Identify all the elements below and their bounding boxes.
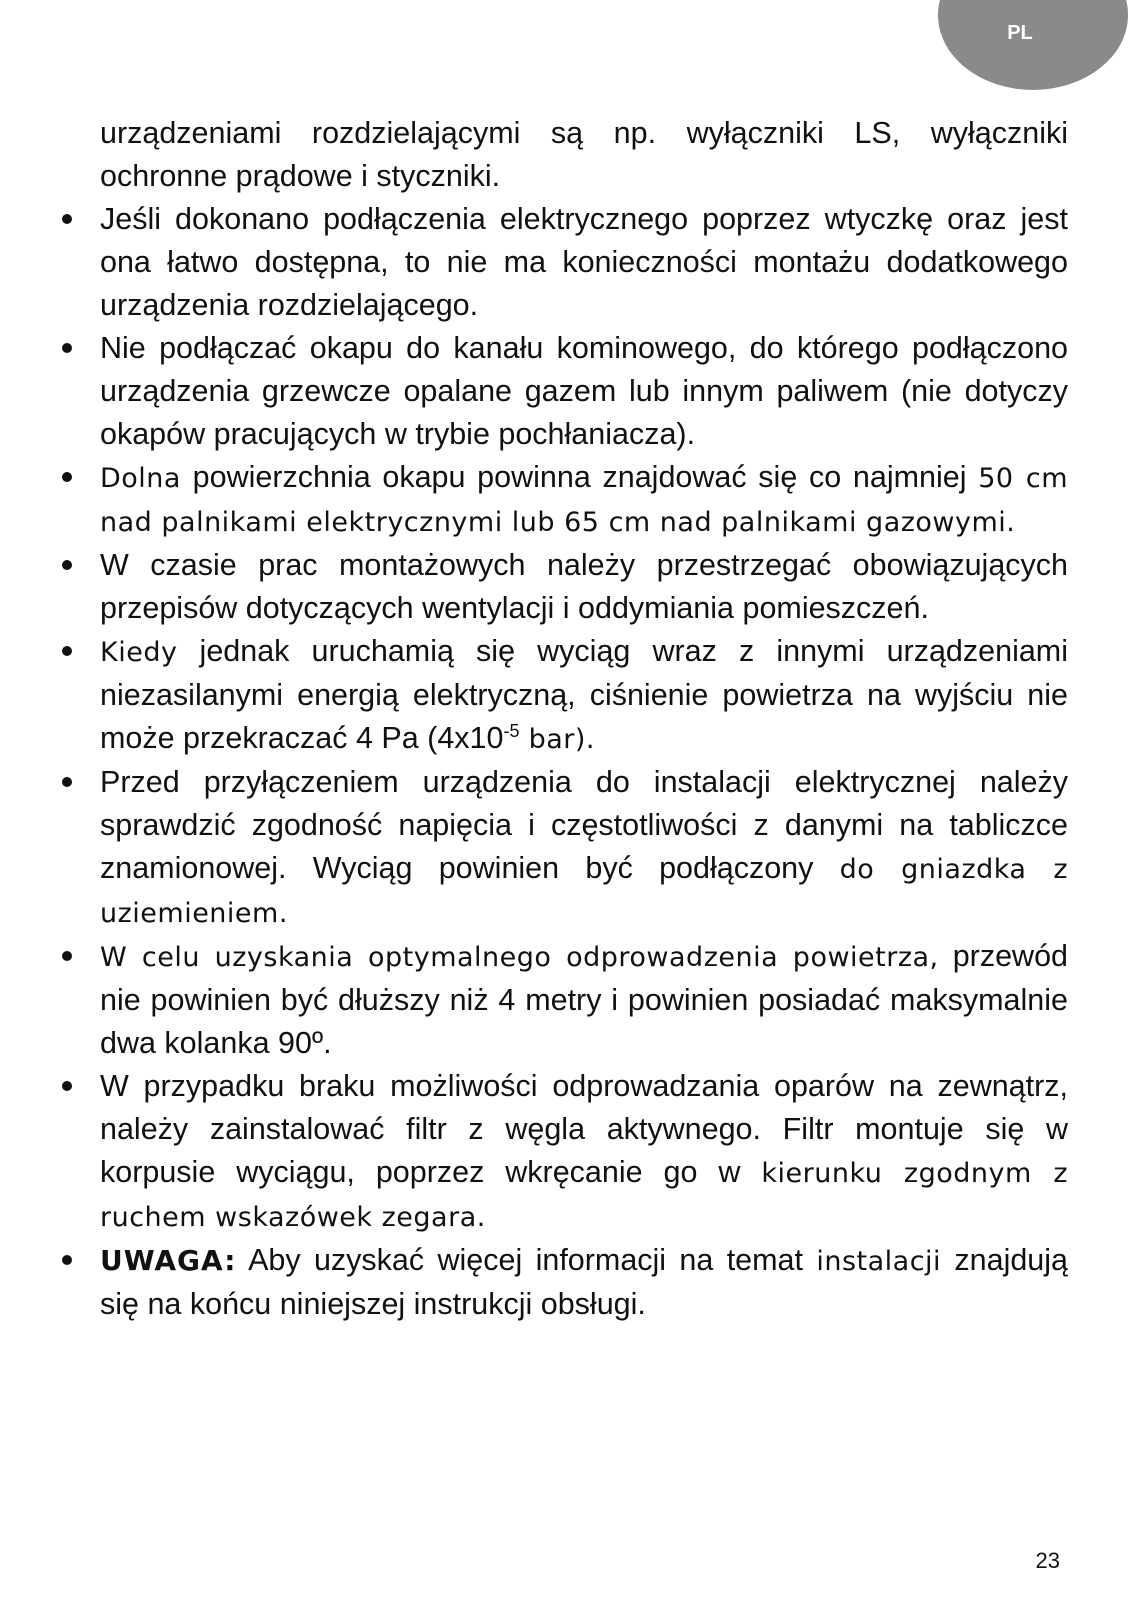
list-item: [100, 198, 1068, 327]
page-number: 23: [1035, 1548, 1060, 1573]
superscript: -5: [503, 720, 520, 741]
list-item-text: Kiedy: [100, 637, 178, 668]
list-item-text: Nie podłączać okapu do kanału kominowego, do którego podłączono urządzenia grzewcze opalane gazem lub innym paliwem (nie dotyczy okapów pracujących w trybie pochłaniacza).: [100, 331, 1068, 451]
list-item-text: przewód nie powinien być dłuższy niż 4 metry i powinien posiadać maksymalnie dwa kolanka 90º.: [100, 939, 1069, 1060]
bullet-icon: [62, 1255, 72, 1265]
bullet-icon: [62, 777, 72, 787]
list-item-text: Przed przyłączeniem urządzenia do instalacji elektrycznej należy sprawdzić zgodność napięcia i częstotliwości z danymi na tabliczce znamionowej. Wyciąg powinien być podłączony: [100, 765, 1068, 885]
list-item-text: W przypadku braku możliwości odprowadzania oparów na zewnątrz, należy zainstalować filtr z węgla aktywnego. Filtr montuje się w korpusie wyciągu, poprzez wkręcanie go w: [100, 1069, 1068, 1189]
list-item-text: W celu uzyskania optymalnego odprowadzenia powietrza,: [100, 942, 939, 973]
list-item: [100, 544, 1068, 630]
list-item-text: Aby uzyskać więcej informacji na temat: [236, 1243, 817, 1277]
list-item-text: do gniazdka z uziemieniem.: [100, 854, 1069, 929]
list-item-text: powierzchnia okapu powinna znajdować się co najmniej: [180, 460, 979, 494]
list-item: [100, 456, 1068, 544]
intro-paragraph: urządzeniami rozdzielającymi są np. wyłączniki LS, wyłączniki ochronne prądowe i styczniki.: [100, 116, 1068, 193]
list-item-text: bar).: [519, 724, 595, 755]
bullet-icon: [62, 646, 72, 656]
list-item: [100, 1239, 1068, 1326]
list-item-text: kierunku zgodnym z ruchem wskazówek zegara.: [100, 1158, 1068, 1233]
bullet-icon: [62, 951, 72, 961]
bullet-icon: [62, 343, 72, 353]
bullet-icon: [62, 472, 72, 482]
list-item-text: Dolna: [100, 463, 181, 494]
language-badge: [938, 0, 1128, 90]
list-item-text: jednak uruchamią się wyciąg wraz z innymi urządzeniami niezasilanymi energią elektryczną, ciśnienie powietrza na wyjściu nie może przekraczać 4 Pa (4x10: [100, 634, 1068, 755]
list-item: [100, 630, 1068, 761]
bullet-icon: [62, 560, 72, 570]
list-item-text: znajdują się na końcu niniejszej instrukcji obsługi.: [100, 1243, 1069, 1321]
list-item: [100, 327, 1068, 456]
list-item-text: 50 cm nad palnikami elektrycznymi lub 65 cm nad palnikami gazowymi.: [100, 463, 1068, 538]
list-item: [100, 761, 1068, 935]
language-label: PL: [1007, 22, 1033, 44]
list-item: [100, 935, 1068, 1065]
list-item-text: Jeśli dokonano podłączenia elektrycznego poprzez wtyczkę oraz jest ona łatwo dostępna, to nie ma konieczności montażu dodatkowego urządzenia rozdzielającego.: [100, 202, 1068, 322]
bullet-icon: [62, 1081, 72, 1091]
warning-label: UWAGA:: [100, 1244, 237, 1277]
manual-text: [54, 112, 1068, 1326]
bullet-icon: [62, 214, 72, 224]
list-item: [100, 1065, 1068, 1239]
list-item-text: W czasie prac montażowych należy przestrzegać obowiązujących przepisów dotyczących wentylacji i oddymiania pomieszczeń.: [100, 548, 1068, 625]
list-item-text: instalacji: [816, 1246, 942, 1277]
